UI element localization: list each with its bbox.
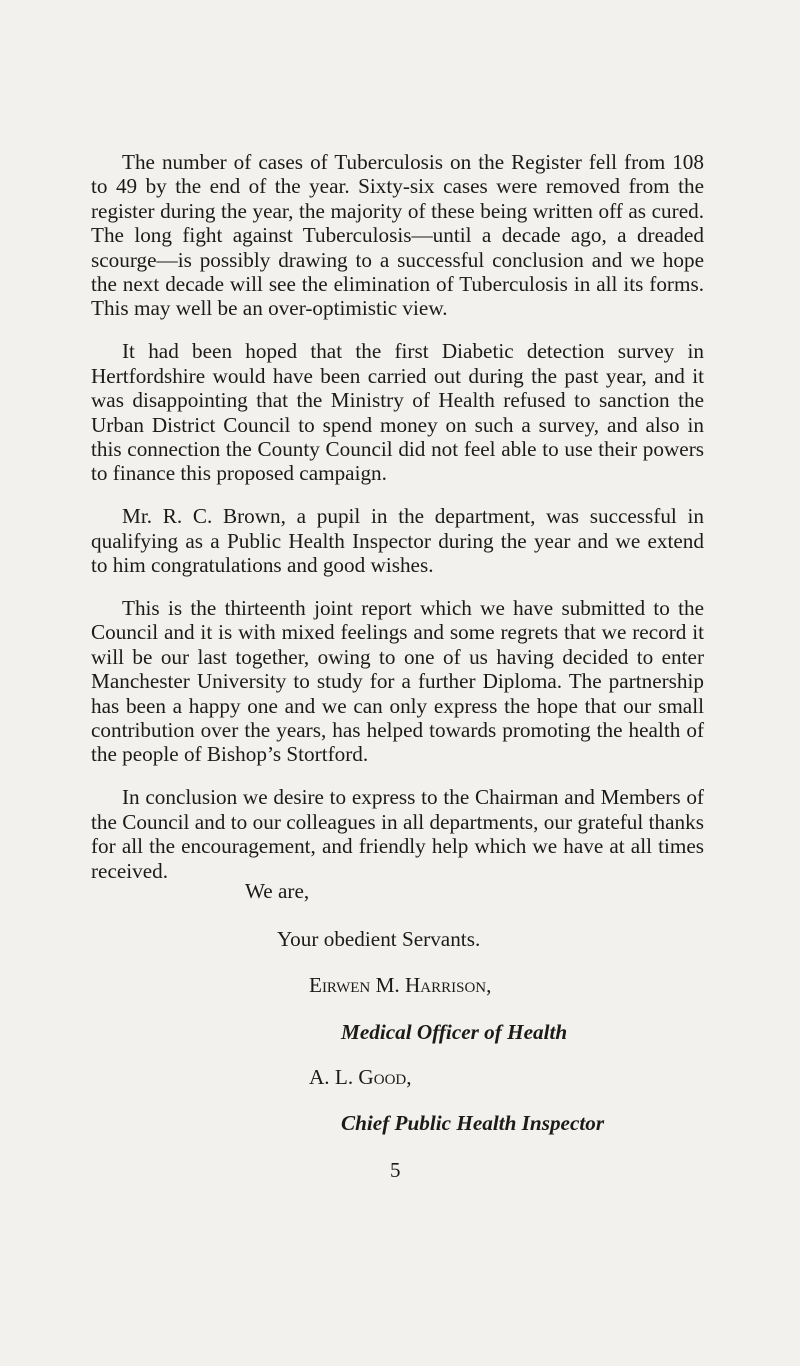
- closing-complimentary: Your obedient Servants.: [277, 927, 481, 951]
- page-number: 5: [390, 1158, 401, 1182]
- signatory-name-harrison: Eirwen M. Harrison,: [309, 973, 492, 997]
- signatory-title-medical-officer: Medical Officer of Health: [341, 1020, 568, 1044]
- report-body: [91, 150, 704, 901]
- paragraph-conclusion: In conclusion we desire to express to the Chairman and Members of the Council and to our colleagues in all departments, our grateful thanks for all the encouragement, and friendly help which we have at all times received.: [91, 785, 704, 883]
- paragraph-diabetic-survey: It had been hoped that the first Diabetic detection survey in Hertfordshire would have been carried out during the past year, and it was disappointing that the Ministry of Health refused to sanction the Urban District Council to spend money on such a survey, and also in this connection the County Council did not feel able to use their powers to finance this proposed campaign.: [91, 339, 704, 486]
- signatory-name-good: A. L. Good,: [309, 1065, 412, 1089]
- paragraph-pupil-qualification: Mr. R. C. Brown, a pupil in the department, was successful in qualifying as a Public Health Inspector during the year and we extend to him congratulations and good wishes.: [91, 504, 704, 578]
- signatory-title-chief-inspector: Chief Public Health Inspector: [341, 1111, 605, 1135]
- paragraph-joint-report: This is the thirteenth joint report which we have submitted to the Council and it is with mixed feelings and some regrets that we record it will be our last together, owing to one of us having decided to enter Manchester University to study for a further Diploma. The partnership has been a happy one and we can only express the hope that our small contribution over the years, has helped towards promoting the health of the people of Bishop’s Stortford.: [91, 596, 704, 767]
- paragraph-tuberculosis: The number of cases of Tuberculosis on the Register fell from 108 to 49 by the end of the year. Sixty-six cases were removed from the register during the year, the majority of these being written off as cured. The long fight against Tuberculosis—until a decade ago, a dreaded scourge—is possibly drawing to a successful conclusion and we hope the next decade will see the elimination of Tuberculosis in all its forms. This may well be an over-optimistic view.: [91, 150, 704, 321]
- closing-salutation: We are,: [245, 879, 310, 903]
